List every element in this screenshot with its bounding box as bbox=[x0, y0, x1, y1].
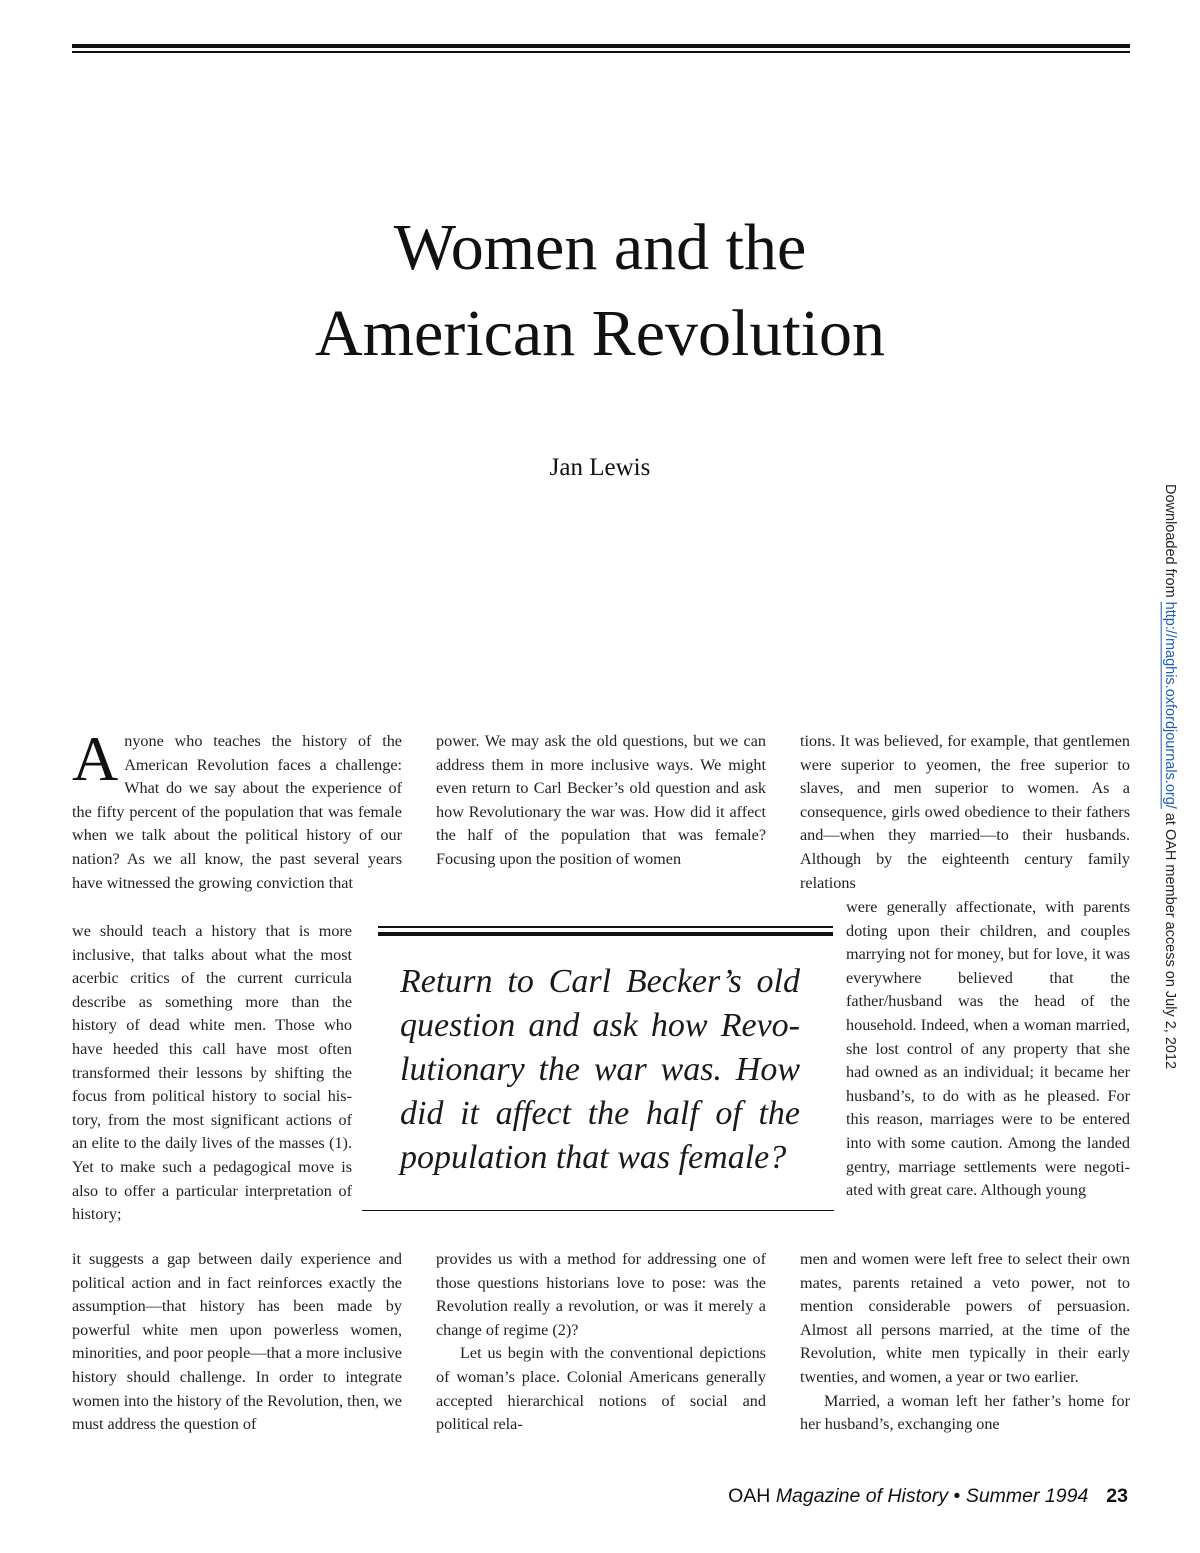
col1-top-text: nyone who teaches the history of the American Revolution faces a challenge: What do we say about the experience of the fifty percent of the population that was female when we talk about the political history of our nation? As we all know, the past several years have witnessed the growing conviction that bbox=[72, 732, 402, 892]
header-rule-thick bbox=[72, 44, 1130, 48]
title-line-1: Women and the bbox=[393, 211, 807, 284]
footer-magazine: Magazine of History bbox=[775, 1485, 949, 1507]
col3-bottom-para-2: Married, a woman left her father’s home for her husband’s, exchanging one bbox=[800, 1391, 1130, 1434]
author-byline: Jan Lewis bbox=[549, 454, 651, 481]
pullquote-rule-top-thick bbox=[378, 932, 833, 936]
download-notice bbox=[1162, 484, 1178, 1069]
col2-bottom-para-2: Let us begin with the conventional depictions of woman’s place. Colonial Americans generally accepted hierarchical notions of social and political rela- bbox=[436, 1344, 766, 1434]
col2-top-text: power. We may ask the old questions, but we can address them in more inclusive ways. We might even return to Carl Becker’s old question and ask how Revolutionary the war was. How did it affect the half of the population that was female? Focusing upon the position of women bbox=[436, 732, 766, 868]
pullquote-rule-bottom bbox=[362, 1210, 834, 1211]
pull-quote: Return to Carl Becker’s old question and ask how Revolutionary the war was. How did it affect the half of the population that was female? bbox=[400, 963, 800, 1176]
download-link[interactable]: http://maghis.oxfordjournals.org/ bbox=[1162, 601, 1178, 809]
col1-bottom-text: it suggests a gap between daily experience and political action and in fact reinforces exactly the assumption—that history has been made by powerful white men upon powerless women, minorities, and poor people—that a more inclusive history should challenge. In order to integrate women into the history of the Revolution, then, we must address the question of bbox=[72, 1250, 402, 1434]
footer-issue: Summer 1994 bbox=[965, 1485, 1089, 1507]
col3-top-text: tions. It was believed, for example, that gentlemen were superior to yeomen, the free superior to slaves, and men superior to women. As a consequence, girls owed obedience to their fathers and—when they married—to their husbands. Although by the eighteenth century family relations bbox=[800, 732, 1130, 892]
header-rule-thin bbox=[72, 51, 1130, 53]
col3-bottom-para-1: men and women were left free to select their own mates, parents retained a veto power, not to mention considerable powers of persuasion. Almost all persons married, at the time of the Revolution, white men typically in their early twenties, and women, a year or two earlier. bbox=[800, 1250, 1130, 1386]
column-3-bottom bbox=[800, 1248, 1130, 1437]
column-1-wrap bbox=[72, 920, 352, 1227]
footer-separator: • bbox=[948, 1485, 966, 1507]
column-3-top bbox=[800, 730, 1130, 895]
drop-cap: A bbox=[72, 723, 119, 794]
col2-bottom-para-1: provides us with a method for addressing one of those questions historians love to pose: was the Revolution really a revolution, or was it merely a change of regime (2)? bbox=[436, 1250, 766, 1339]
column-2-bottom bbox=[436, 1248, 766, 1437]
page-footer bbox=[728, 1485, 1128, 1508]
footer-org: OAH bbox=[728, 1485, 776, 1507]
page-number: 23 bbox=[1106, 1485, 1128, 1507]
column-1-bottom bbox=[72, 1248, 402, 1437]
title-line-2: American Revolution bbox=[314, 297, 886, 370]
article-title bbox=[0, 205, 1200, 377]
pullquote-rule-top-thin bbox=[378, 926, 833, 928]
column-2-top bbox=[436, 730, 766, 872]
col1-wrap-text: we should teach a history that is more inclusive, that talks about what the most acerbic critics of the current curricula describe as something more than the history of dead white men. Those who have heeded this call have most often transformed their lessons by shifting the focus from political history to social history, from the most significant actions of an elite to the daily lives of the masses (1). Yet to make such a pedagogical move is also to offer a particular interpretation of history; bbox=[72, 922, 352, 1224]
column-3-wrap bbox=[846, 896, 1130, 1203]
download-notice-prefix: Downloaded from bbox=[1162, 484, 1178, 602]
download-notice-suffix: at OAH member access on July 2, 2012 bbox=[1162, 808, 1178, 1070]
col3-wrap-text: were generally affectionate, with parents doting upon their children, and couples marrying not for money, but for love, it was everywhere believed that the father/husband was the head of the household. Indeed, when a woman married, she lost control of any property that she had owned as an individual; it became her husband’s, to do with as he pleased. For this reason, marriages were to be entered into with some caution. Among the landed gentry, marriage settlements were negotiated with great care. Although young bbox=[846, 898, 1130, 1200]
column-1-top bbox=[72, 723, 402, 895]
